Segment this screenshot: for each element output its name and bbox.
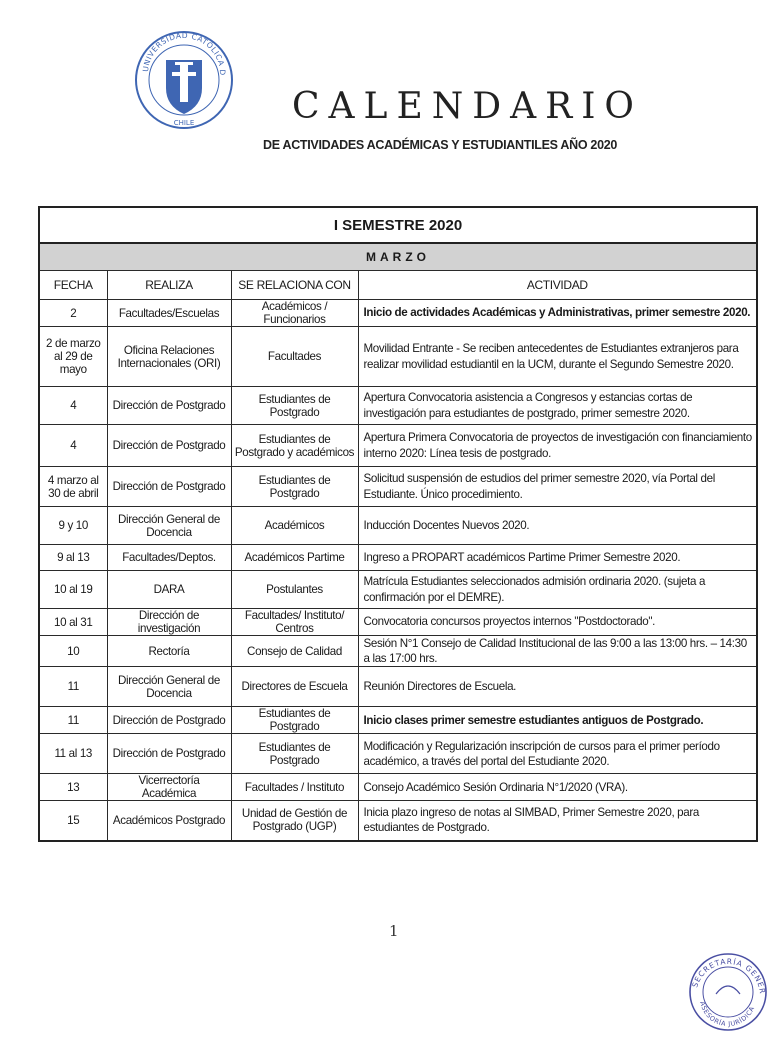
relaciona-cell: Académicos Partime bbox=[231, 545, 358, 571]
svg-text:SECRETARÍA GENERAL: SECRETARÍA GENER bbox=[690, 956, 768, 995]
actividad-cell: Inicio clases primer semestre estudiantes antiguos de Postgrado. bbox=[358, 707, 757, 734]
actividad-cell: Movilidad Entrante - Se reciben antecedentes de Estudiantes extranjeros para realizar movilidad estudiantil en la UCM, durante el Segundo Semestre 2020. bbox=[358, 327, 757, 387]
table-row bbox=[39, 636, 757, 667]
fecha-cell: 4 bbox=[39, 387, 107, 425]
fecha-cell: 10 bbox=[39, 636, 107, 667]
university-seal bbox=[134, 22, 234, 158]
realiza-cell: DARA bbox=[107, 571, 231, 609]
table-row bbox=[39, 327, 757, 387]
relaciona-cell: Consejo de Calidad bbox=[231, 636, 358, 667]
column-header-realiza: REALIZA bbox=[107, 271, 231, 300]
relaciona-cell: Estudiantes de Postgrado bbox=[231, 467, 358, 507]
realiza-cell: Dirección de Postgrado bbox=[107, 467, 231, 507]
relaciona-cell: Estudiantes de Postgrado bbox=[231, 734, 358, 774]
calendar-table-wrapper bbox=[38, 206, 756, 842]
actividad-cell: Inicio de actividades Académicas y Administrativas, primer semestre 2020. bbox=[358, 300, 757, 327]
semester-row bbox=[39, 207, 757, 243]
month-row bbox=[39, 243, 757, 271]
realiza-cell: Dirección General de Docencia bbox=[107, 507, 231, 545]
table-row bbox=[39, 387, 757, 425]
table-row bbox=[39, 507, 757, 545]
column-header-fecha: FECHA bbox=[39, 271, 107, 300]
relaciona-cell: Postulantes bbox=[231, 571, 358, 609]
page-number: 1 bbox=[389, 922, 399, 940]
svg-text:ASESORÍA JURÍDICA: ASESORÍA JURÍDICA bbox=[698, 1000, 757, 1029]
relaciona-cell: Facultades / Instituto bbox=[231, 774, 358, 801]
actividad-cell: Apertura Primera Convocatoria de proyectos de investigación con financiamiento interno 2020: Línea tesis de postgrado. bbox=[358, 425, 757, 467]
relaciona-cell: Unidad de Gestión de Postgrado (UGP) bbox=[231, 801, 358, 841]
realiza-cell: Académicos Postgrado bbox=[107, 801, 231, 841]
fecha-cell: 2 de marzo al 29 de mayo bbox=[39, 327, 107, 387]
actividad-cell: Inicia plazo ingreso de notas al SIMBAD, Primer Semestre 2020, para estudiantes de Postgrado. bbox=[358, 801, 757, 841]
actividad-cell: Inducción Docentes Nuevos 2020. bbox=[358, 507, 757, 545]
calendar-table bbox=[38, 206, 758, 842]
table-row bbox=[39, 707, 757, 734]
fecha-cell: 11 bbox=[39, 667, 107, 707]
relaciona-cell: Académicos bbox=[231, 507, 358, 545]
realiza-cell: Oficina Relaciones Internacionales (ORI) bbox=[107, 327, 231, 387]
column-header-row bbox=[39, 271, 757, 300]
realiza-cell: Dirección de Postgrado bbox=[107, 425, 231, 467]
fecha-cell: 11 bbox=[39, 707, 107, 734]
realiza-cell: Dirección de Postgrado bbox=[107, 707, 231, 734]
fecha-cell: 4 bbox=[39, 425, 107, 467]
actividad-cell: Consejo Académico Sesión Ordinaria N°1/2020 (VRA). bbox=[358, 774, 757, 801]
column-header-relaciona: SE RELACIONA CON bbox=[231, 271, 358, 300]
semester-heading: I SEMESTRE 2020 bbox=[39, 207, 757, 243]
seal-icon bbox=[134, 22, 234, 158]
table-row bbox=[39, 300, 757, 327]
realiza-cell: Dirección de Postgrado bbox=[107, 387, 231, 425]
realiza-cell: Dirección de Postgrado bbox=[107, 734, 231, 774]
actividad-cell: Convocatoria concursos proyectos internos "Postdoctorado". bbox=[358, 609, 757, 636]
relaciona-cell: Estudiantes de Postgrado y académicos bbox=[231, 425, 358, 467]
table-row bbox=[39, 545, 757, 571]
table-row bbox=[39, 774, 757, 801]
table-row bbox=[39, 571, 757, 609]
realiza-cell: Facultades/Escuelas bbox=[107, 300, 231, 327]
svg-text:CHILE: CHILE bbox=[173, 119, 195, 127]
fecha-cell: 10 al 31 bbox=[39, 609, 107, 636]
table-row bbox=[39, 734, 757, 774]
relaciona-cell: Estudiantes de Postgrado bbox=[231, 387, 358, 425]
page-title: CALENDARIO bbox=[292, 86, 643, 127]
table-row bbox=[39, 801, 757, 841]
actividad-cell: Ingreso a PROPART académicos Partime Primer Semestre 2020. bbox=[358, 545, 757, 571]
actividad-cell: Matrícula Estudiantes seleccionados admisión ordinaria 2020. (sujeta a confirmación por el DEMRE). bbox=[358, 571, 757, 609]
actividad-cell: Reunión Directores de Escuela. bbox=[358, 667, 757, 707]
realiza-cell: Vicerrectoría Académica bbox=[107, 774, 231, 801]
relaciona-cell: Directores de Escuela bbox=[231, 667, 358, 707]
fecha-cell: 13 bbox=[39, 774, 107, 801]
relaciona-cell: Facultades/ Instituto/ Centros bbox=[231, 609, 358, 636]
table-row bbox=[39, 425, 757, 467]
realiza-cell: Rectoría bbox=[107, 636, 231, 667]
svg-text:UNIVERSIDAD CATÓLICA DEL MAULE: UNIVERSIDAD CATÓLICA D bbox=[140, 30, 228, 76]
fecha-cell: 10 al 19 bbox=[39, 571, 107, 609]
table-row bbox=[39, 667, 757, 707]
calendar-table-body bbox=[39, 207, 757, 841]
month-heading: MARZO bbox=[39, 243, 757, 271]
actividad-cell: Sesión N°1 Consejo de Calidad Institucional de las 9:00 a las 13:00 hrs. – 14:30 a las 17:00 hrs. bbox=[358, 636, 757, 667]
relaciona-cell: Estudiantes de Postgrado bbox=[231, 707, 358, 734]
actividad-cell: Modificación y Regularización inscripción de cursos para el primer período académico, a través del portal del Estudiante 2020. bbox=[358, 734, 757, 774]
realiza-cell: Dirección General de Docencia bbox=[107, 667, 231, 707]
fecha-cell: 9 al 13 bbox=[39, 545, 107, 571]
stamp-icon bbox=[686, 948, 768, 1032]
fecha-cell: 4 marzo al 30 de abril bbox=[39, 467, 107, 507]
actividad-cell: Apertura Convocatoria asistencia a Congresos y estancias cortas de investigación para estudiantes de postgrado, primer semestre 2020. bbox=[358, 387, 757, 425]
table-row bbox=[39, 467, 757, 507]
fecha-cell: 11 al 13 bbox=[39, 734, 107, 774]
realiza-cell: Facultades/Deptos. bbox=[107, 545, 231, 571]
table-row bbox=[39, 609, 757, 636]
column-header-actividad: ACTIVIDAD bbox=[358, 271, 757, 300]
official-stamp bbox=[686, 948, 768, 1032]
actividad-cell: Solicitud suspensión de estudios del primer semestre 2020, vía Portal del Estudiante. Único procedimiento. bbox=[358, 467, 757, 507]
fecha-cell: 15 bbox=[39, 801, 107, 841]
page-subtitle: DE ACTIVIDADES ACADÉMICAS Y ESTUDIANTILES AÑO 2020 bbox=[263, 138, 618, 152]
relaciona-cell: Académicos / Funcionarios bbox=[231, 300, 358, 327]
realiza-cell: Dirección de investigación bbox=[107, 609, 231, 636]
fecha-cell: 2 bbox=[39, 300, 107, 327]
fecha-cell: 9 y 10 bbox=[39, 507, 107, 545]
relaciona-cell: Facultades bbox=[231, 327, 358, 387]
